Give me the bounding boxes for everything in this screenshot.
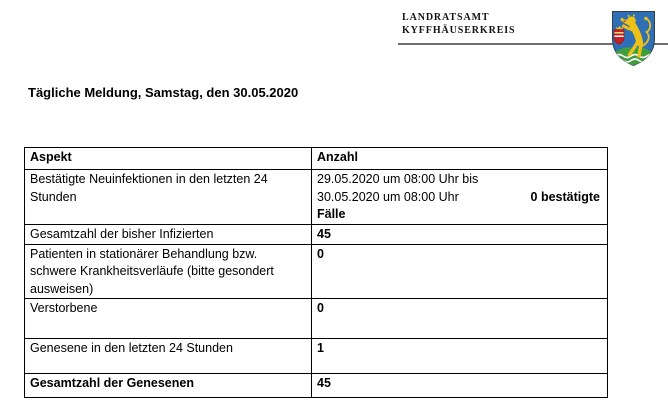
aspekt-cell: Verstorbene: [25, 299, 312, 339]
anzahl-cell: [312, 170, 608, 225]
coat-of-arms-icon: [611, 10, 656, 67]
table-row-total-infected: [25, 225, 608, 245]
aspekt-cell: Bestätigte Neuinfektionen in den letzten 24 Stunden: [25, 170, 312, 225]
column-header-anzahl: Anzahl: [312, 148, 608, 170]
anzahl-cell: 45: [312, 225, 608, 245]
table-header-row: [25, 148, 608, 170]
anzahl-cell: 0: [312, 299, 608, 339]
table-row-total-recovered: [25, 374, 608, 398]
period-line2: 30.05.2020 um 08:00 Uhr: [317, 189, 459, 204]
org-name-line1: LANDRATSAMT: [402, 12, 490, 23]
table-row-new-infections: [25, 170, 608, 225]
new-infections-value-part1: 0 bestätigte: [530, 189, 600, 204]
table-row-recovered-24h: [25, 339, 608, 374]
column-header-aspekt: Aspekt: [25, 148, 312, 170]
report-title: Tägliche Meldung, Samstag, den 30.05.2020: [28, 85, 299, 100]
org-name-line2: KYFFHÄUSERKREIS: [402, 24, 516, 36]
aspekt-cell: Gesamtzahl der bisher Infizierten: [25, 225, 312, 245]
period-line2-with-value: [317, 189, 602, 207]
table-row-deceased: [25, 299, 608, 339]
aspekt-cell: Patienten in stationärer Behandlung bzw. schwere Krankheitsverläufe (bitte gesondert ausweisen): [25, 244, 312, 299]
daily-report-table: [24, 147, 608, 398]
org-name: [402, 12, 516, 37]
aspekt-cell: Gesamtzahl der Genesenen: [25, 374, 312, 398]
anzahl-cell: 1: [312, 339, 608, 374]
anzahl-cell: 45: [312, 374, 608, 398]
aspekt-cell: Genesene in den letzten 24 Stunden: [25, 339, 312, 374]
table-row-hospitalized: [25, 244, 608, 299]
new-infections-value-part2: Fälle: [317, 207, 346, 221]
period-line1: 29.05.2020 um 08:00 Uhr bis: [317, 172, 479, 186]
anzahl-cell: 0: [312, 244, 608, 299]
